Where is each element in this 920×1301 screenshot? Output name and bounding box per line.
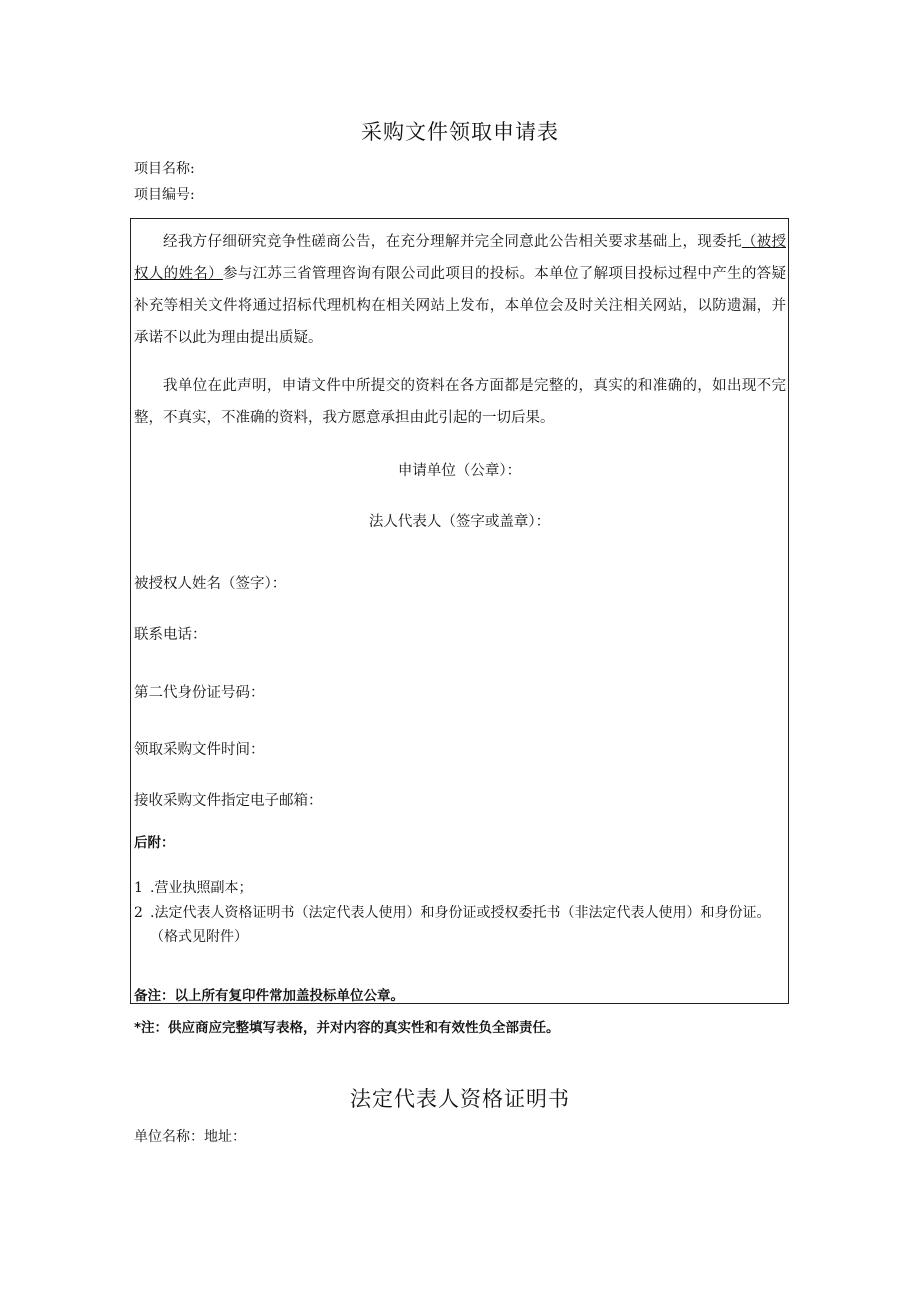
commitment-text-end: 参与江苏三省管理咨询有限公司此项目的投标。本单位了解项目投标过程中产生的答疑补充等相关文件将通过招标代理机构在相关网站上发布，本单位会及时关注相关网站，以防遗漏，并承诺不以此为理由提出质疑。 (134, 266, 786, 346)
attachment-number: 1 (134, 880, 143, 896)
form-title: 采购文件领取申请表 (361, 120, 559, 144)
authorized-name-label: 被授权人姓名（签字）： (134, 576, 287, 592)
project-name-label: 项目名称: (134, 161, 195, 177)
commitment-paragraph (134, 226, 786, 354)
remark-text: 备注：以上所有复印件常加盖投标单位公章。 (134, 988, 404, 1004)
project-number-label: 项目编号: (134, 187, 195, 203)
phone-label: 联系电话： (134, 627, 207, 643)
footnote-text: *注：供应商应完整填写表格，并对内容的真实性和有效性负全部责任。 (134, 1020, 560, 1036)
attachment-text: .营业执照副本； (150, 880, 253, 896)
authorized-person-placeholder: （被授权人的姓名） (134, 234, 787, 282)
unit-address-label: 单位名称：地址： (134, 1129, 246, 1145)
legal-rep-sign-label: 法人代表人（签字或盖章）： (368, 514, 551, 530)
commitment-text-start: 经我方仔细研究竞争性磋商公告，在充分理解并完全同意此公告相关要求基础上，现委托 (163, 234, 742, 250)
id-number-label: 第二代身份证号码： (134, 685, 265, 701)
receive-time-label: 领取采购文件时间： (134, 742, 265, 758)
attachment-number: 2 (134, 905, 143, 921)
attachment-item-2 (134, 901, 786, 949)
declaration-paragraph: 我单位在此声明，申请文件中所提交的资料在各方面都是完整的，真实的和准确的，如出现不完整，不真实，不准确的资料，我方愿意承担由此引起的一切后果。 (134, 378, 786, 426)
applicant-seal-label: 申请单位（公章）： (397, 463, 522, 479)
attachments-label: 后附： (134, 835, 175, 851)
attachment-item-1 (134, 876, 784, 900)
certificate-title: 法定代表人资格证明书 (350, 1087, 570, 1111)
email-label: 接收采购文件指定电子邮箱： (134, 793, 323, 809)
attachment-text: .法定代表人资格证明书（法定代表人使用）和身份证或授权委托书（非法定代表人使用）和身份证。（格式见附件） (150, 905, 771, 945)
